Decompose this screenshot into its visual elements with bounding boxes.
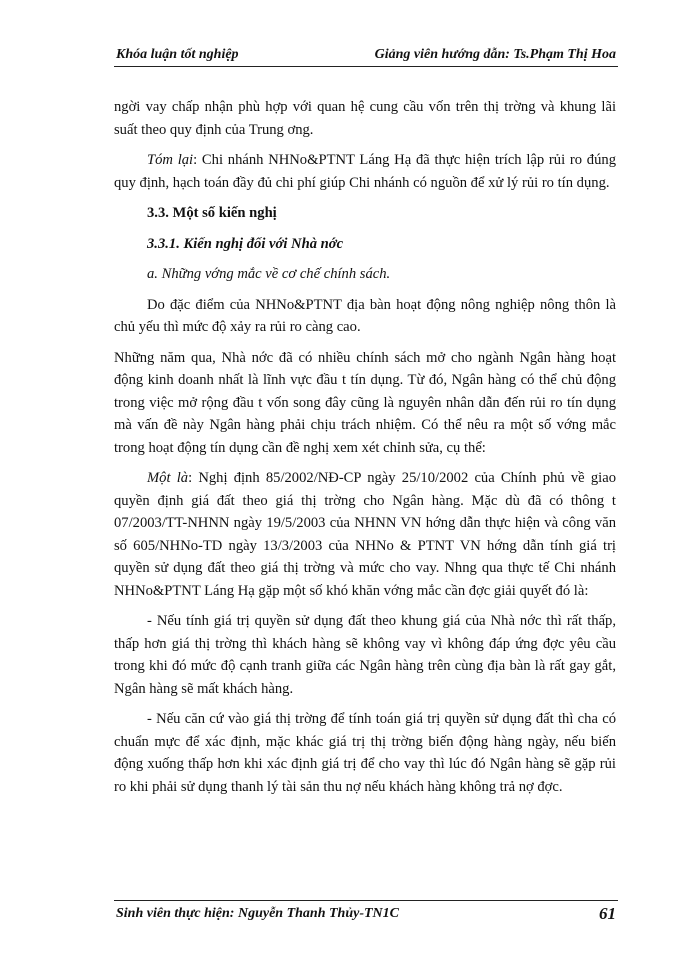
first-point-text: : Nghị định 85/2002/NĐ-CP ngày 25/10/2002 của Chính phủ về giao quyền định giá đất theo giá thị trờng cho Ngân hàng. Mặc dù đã có thông t 07/2003/TT-NHNN ngày 19/5/2003 của NHNN VN hớng dẫn thực hiện và công văn số 605/NHNo-TD ngày 13/3/2003 của NHNo & PTNT VN hớng dẫn tính giá trị quyền sử dụng đất theo giá thị trờng và mức cho vay. Nhng qua thực tế Chi nhánh NHNo&PTNT Láng Hạ gặp một số khó khăn vớng mắc cần đợc giải quyết đó là: — [114, 470, 616, 599]
page-header — [114, 40, 618, 67]
paragraph-4: Những năm qua, Nhà nớc đã có nhiều chính sách mở cho ngành Ngân hàng hoạt động kinh doanh nhất là lĩnh vực đầu t tín dụng. Từ đó, Ngân hàng có thể chủ động trong việc mở rộng đầu t vốn song đây cũng là nguyên nhân dẫn đến rủi ro tín dụng mà vấn đề này Ngân hàng phải chịu trách nhiệm. Có thể nêu ra một số vớng mắc trong hoạt động tín dụng cần đề nghị xem xét chỉnh sửa, cụ thể: — [114, 349, 616, 456]
paragraph-1: ngời vay chấp nhận phù hợp với quan hệ cung cầu vốn trên thị trờng và khung lãi suất theo quy định của Trung ơng. — [114, 99, 616, 138]
footer-student-name: Sinh viên thực hiện: Nguyễn Thanh Thủy-TN1C — [116, 906, 399, 921]
section-heading-3-3: 3.3. Một số kiến nghị — [147, 205, 277, 221]
paragraph-5 — [114, 467, 616, 602]
header-left-title: Khóa luận tốt nghiệp — [116, 47, 239, 62]
summary-lead: Tóm lại — [147, 152, 194, 168]
page-number: 61 — [599, 904, 616, 923]
first-point-lead: Một là — [147, 470, 189, 486]
summary-text: : Chi nhánh NHNo&PTNT Láng Hạ đã thực hiện trích lập rủi ro đúng quy định, hạch toán đầy đủ chi phí giúp Chi nhánh có nguồn để xử lý rủi ro tín dụng. — [114, 152, 616, 191]
subsection-heading-3-3-1: 3.3.1. Kiến nghị đối với Nhà nớc — [147, 235, 344, 252]
page-footer — [114, 900, 618, 927]
paragraph-7: - Nếu căn cứ vào giá thị trờng để tính toán giá trị quyền sử dụng đất thì cha có chuẩn mực để xác định, mặc khác giá trị thị trờng biến động hàng ngày, nếu biến động xuống thấp hơn khi xác định giá trị để cho vay thì lúc đó Ngân hàng sẽ gặp rủi ro khi phải sử dụng thanh lý tài sản thu nợ nếu khách hàng không trả nợ đợc. — [114, 711, 616, 795]
page-content — [114, 96, 616, 806]
subheading-a: a. Những vớng mắc về cơ chế chính sách. — [147, 266, 391, 282]
paragraph-6: - Nếu tính giá trị quyền sử dụng đất theo khung giá của Nhà nớc thì rất thấp, thấp hơn giá thị trờng thì khách hàng sẽ không vay vì không đáp ứng đợc yêu cầu trong khi đó mức độ cạnh tranh giữa các Ngân hàng trên cùng địa bàn là rất gay gắt, Ngân hàng sẽ mất khách hàng. — [114, 613, 616, 697]
header-right-supervisor: Giảng viên hướng dẫn: Ts.Phạm Thị Hoa — [374, 47, 616, 62]
paragraph-3: Do đặc điểm của NHNo&PTNT địa bàn hoạt động nông nghiệp nông thôn là chủ yếu thì mức độ xảy ra rủi ro càng cao. — [114, 296, 616, 335]
paragraph-summary — [114, 149, 616, 194]
